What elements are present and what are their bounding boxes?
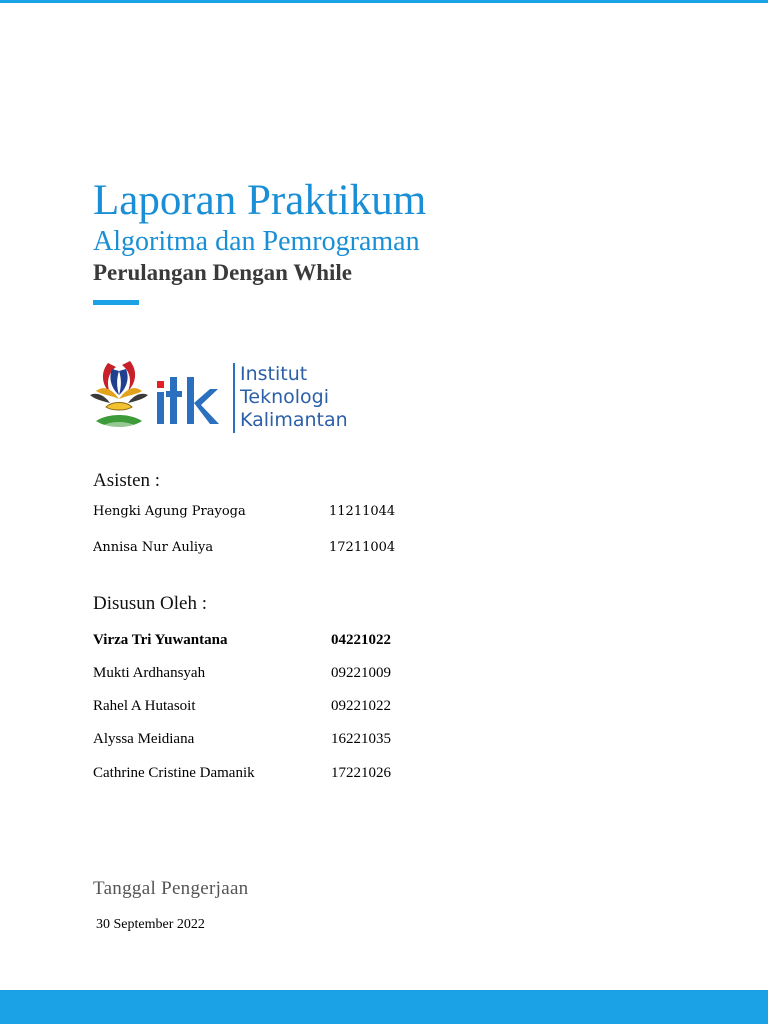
penyusun-heading: Disusun Oleh : <box>93 593 207 614</box>
member-row <box>93 632 513 652</box>
asisten-row <box>93 540 513 560</box>
asisten-heading: Asisten : <box>93 470 161 491</box>
tanggal-value: 30 September 2022 <box>96 917 205 932</box>
bottom-accent-band <box>0 990 768 1024</box>
report-title: Laporan Praktikum <box>93 177 427 224</box>
logo-wordmark <box>240 363 348 432</box>
logo-line-kalimantan: Kalimantan <box>240 409 348 431</box>
member-name: Alyssa Meidiana <box>93 731 195 747</box>
asisten-nim: 17211004 <box>329 540 396 555</box>
asisten-row <box>93 504 513 524</box>
member-row <box>93 698 513 718</box>
asisten-name: Annisa Nur Auliya <box>93 540 214 555</box>
title-accent-bar <box>93 300 139 305</box>
top-accent-rule <box>0 0 768 3</box>
member-row <box>93 731 513 751</box>
member-name: Mukti Ardhansyah <box>93 665 206 681</box>
logo-line-institut: Institut <box>240 363 308 385</box>
member-nim: 09221022 <box>331 698 391 714</box>
itk-emblem-icon <box>86 355 236 439</box>
tanggal-label: Tanggal Pengerjaan <box>93 878 249 899</box>
member-nim: 17221026 <box>331 765 391 781</box>
member-row <box>93 665 513 685</box>
asisten-name: Hengki Agung Prayoga <box>93 504 246 519</box>
member-row <box>93 765 513 785</box>
member-name: Rahel A Hutasoit <box>93 698 196 714</box>
itk-logo <box>86 355 366 439</box>
member-name: Cathrine Cristine Damanik <box>93 765 255 781</box>
member-nim: 09221009 <box>331 665 391 681</box>
member-nim: 16221035 <box>331 731 391 747</box>
asisten-nim: 11211044 <box>329 504 396 519</box>
member-name: Virza Tri Yuwantana <box>93 632 228 648</box>
member-nim: 04221022 <box>331 632 391 648</box>
logo-line-teknologi: Teknologi <box>240 386 329 408</box>
course-subtitle: Algoritma dan Pemrograman <box>93 226 420 257</box>
report-topic: Perulangan Dengan While <box>93 260 352 285</box>
